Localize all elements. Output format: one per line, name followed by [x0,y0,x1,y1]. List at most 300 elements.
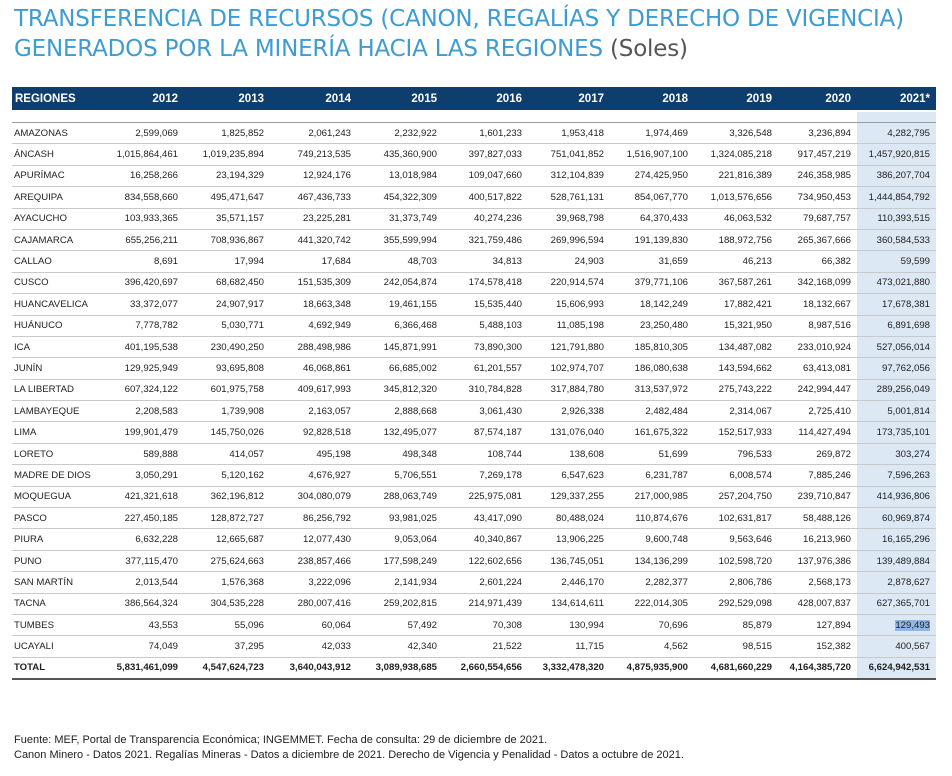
value-cell: 3,222,096 [270,572,357,593]
regions-transfer-table [12,87,936,680]
region-name-cell: LORETO [12,443,104,464]
value-cell: 601,975,758 [184,379,270,400]
source-note: Fuente: MEF, Portal de Transparencia Económica; INGEMMET. Fecha de consulta: 29 de diciembre de 2021. [14,734,548,746]
title-unit: (Soles) [610,36,688,62]
value-cell: 35,571,157 [184,208,270,229]
region-name-cell: PIURA [12,529,104,550]
value-cell: 102,974,707 [528,358,610,379]
value-cell: 103,933,365 [104,208,184,229]
region-name-cell: JUNÍN [12,358,104,379]
value-cell: 230,490,250 [184,336,270,357]
value-cell: 16,213,960 [778,529,857,550]
value-cell: 2,013,544 [104,572,184,593]
value-cell: 834,558,660 [104,187,184,208]
value-cell: 222,014,305 [610,593,694,614]
value-cell: 355,599,994 [357,229,443,250]
spacer-cell [12,111,104,123]
value-cell: 17,882,421 [694,294,778,315]
table-row [12,294,936,315]
value-cell: 5,001,814 [857,401,936,422]
value-cell: 401,195,538 [104,336,184,357]
value-cell: 23,250,480 [610,315,694,336]
value-cell: 60,064 [270,614,357,635]
value-cell: 17,994 [184,251,270,272]
region-name-cell: CAJAMARCA [12,229,104,250]
value-cell: 42,033 [270,636,357,657]
value-cell: 6,624,942,531 [857,657,936,679]
table-row [12,123,936,144]
value-cell: 63,413,081 [778,358,857,379]
value-cell: 7,596,263 [857,465,936,486]
value-cell: 161,675,322 [610,422,694,443]
table-row [12,272,936,293]
value-cell: 60,969,874 [857,508,936,529]
table-row [12,401,936,422]
column-header-year: 2021* [857,87,936,111]
value-cell: 122,602,656 [443,550,528,571]
table-row [12,422,936,443]
value-cell: 2,314,067 [694,401,778,422]
value-cell: 854,067,770 [610,187,694,208]
value-cell: 409,617,993 [270,379,357,400]
value-cell: 73,890,300 [443,336,528,357]
table-row [12,187,936,208]
value-cell: 33,372,077 [104,294,184,315]
value-cell: 191,139,830 [610,229,694,250]
value-cell: 214,971,439 [443,593,528,614]
table-row [12,358,936,379]
value-cell: 2,660,554,656 [443,657,528,679]
table-row [12,379,936,400]
value-cell: 414,936,806 [857,486,936,507]
column-header-year: 2013 [184,87,270,111]
value-cell: 12,077,430 [270,529,357,550]
value-cell: 6,366,468 [357,315,443,336]
value-cell: 64,370,433 [610,208,694,229]
value-cell: 23,225,281 [270,208,357,229]
value-cell: 152,517,933 [694,422,778,443]
value-cell: 1,516,907,100 [610,144,694,165]
value-cell: 136,745,051 [528,550,610,571]
value-cell: 2,163,057 [270,401,357,422]
spacer-cell [184,111,270,123]
value-cell: 289,256,049 [857,379,936,400]
value-cell: 3,089,938,685 [357,657,443,679]
value-cell: 16,258,266 [104,165,184,186]
region-name-cell: SAN MARTÍN [12,572,104,593]
value-cell: 4,875,935,900 [610,657,694,679]
column-header-year: 2017 [528,87,610,111]
value-cell: 304,535,228 [184,593,270,614]
table-row [12,486,936,507]
value-cell: 66,685,002 [357,358,443,379]
value-cell: 11,085,198 [528,315,610,336]
column-header-regiones: REGIONES [12,87,104,111]
value-cell: 6,632,228 [104,529,184,550]
region-name-cell: LAMBAYEQUE [12,401,104,422]
value-cell: 51,699 [610,443,694,464]
value-cell: 3,236,894 [778,123,857,144]
value-cell: 43,553 [104,614,184,635]
region-name-cell: UCAYALI [12,636,104,657]
table-row [12,593,936,614]
value-cell: 145,750,026 [184,422,270,443]
value-cell: 4,692,949 [270,315,357,336]
value-cell: 345,812,320 [357,379,443,400]
value-cell: 527,056,014 [857,336,936,357]
table-row [12,144,936,165]
value-cell: 127,894 [778,614,857,635]
value-cell: 265,367,666 [778,229,857,250]
value-cell: 1,444,854,792 [857,187,936,208]
title-line-1: TRANSFERENCIA DE RECURSOS (CANON, REGALÍAS Y DERECHO DE VIGENCIA) [14,6,904,32]
value-cell: 275,624,663 [184,550,270,571]
value-cell [857,614,936,635]
data-note: Canon Minero - Datos 2021. Regalías Mineras - Datos a diciembre de 2021. Derecho de Vigencia y Penalidad - Datos a octubre de 2021. [14,748,684,761]
value-cell: 74,049 [104,636,184,657]
value-cell: 43,417,090 [443,508,528,529]
value-cell: 749,213,535 [270,144,357,165]
value-cell: 796,533 [694,443,778,464]
value-cell: 269,996,594 [528,229,610,250]
value-cell: 6,231,787 [610,465,694,486]
value-cell: 108,744 [443,443,528,464]
value-cell: 110,874,676 [610,508,694,529]
value-cell: 139,489,884 [857,550,936,571]
value-cell: 9,053,064 [357,529,443,550]
value-cell: 467,436,733 [270,187,357,208]
value-cell: 70,696 [610,614,694,635]
value-cell: 6,008,574 [694,465,778,486]
value-cell: 313,537,972 [610,379,694,400]
value-cell: 134,136,299 [610,550,694,571]
value-cell: 121,791,880 [528,336,610,357]
value-cell: 46,068,861 [270,358,357,379]
value-cell: 40,340,867 [443,529,528,550]
value-cell: 79,687,757 [778,208,857,229]
selected-text: 129,493 [895,619,930,631]
footnotes [14,733,684,762]
table-row [12,336,936,357]
value-cell: 217,000,985 [610,486,694,507]
table-row [12,572,936,593]
value-cell: 128,872,727 [184,508,270,529]
value-cell: 473,021,880 [857,272,936,293]
value-cell: 93,981,025 [357,508,443,529]
value-cell: 31,659 [610,251,694,272]
value-cell: 367,587,261 [694,272,778,293]
value-cell: 734,950,453 [778,187,857,208]
value-cell: 233,010,924 [778,336,857,357]
value-cell: 17,684 [270,251,357,272]
value-cell: 1,739,908 [184,401,270,422]
region-name-cell: AYACUCHO [12,208,104,229]
value-cell: 7,778,782 [104,315,184,336]
spacer-cell [104,111,184,123]
value-cell: 3,332,478,320 [528,657,610,679]
value-cell: 708,936,867 [184,229,270,250]
region-name-cell: LIMA [12,422,104,443]
table-row [12,614,936,635]
value-cell: 2,888,668 [357,401,443,422]
value-cell: 68,682,450 [184,272,270,293]
value-cell: 85,879 [694,614,778,635]
value-cell: 58,488,126 [778,508,857,529]
value-cell: 1,576,368 [184,572,270,593]
value-cell: 257,204,750 [694,486,778,507]
spacer-cell [357,111,443,123]
value-cell: 288,498,986 [270,336,357,357]
value-cell: 2,446,170 [528,572,610,593]
value-cell: 435,360,900 [357,144,443,165]
value-cell: 18,663,348 [270,294,357,315]
value-cell: 751,041,852 [528,144,610,165]
value-cell: 1,324,085,218 [694,144,778,165]
value-cell: 655,256,211 [104,229,184,250]
value-cell: 37,295 [184,636,270,657]
value-cell: 321,759,486 [443,229,528,250]
value-cell: 317,884,780 [528,379,610,400]
value-cell: 607,324,122 [104,379,184,400]
value-cell: 2,568,173 [778,572,857,593]
value-cell: 627,365,701 [857,593,936,614]
spacer-cell [857,111,936,123]
column-header-year: 2018 [610,87,694,111]
value-cell: 134,614,611 [528,593,610,614]
value-cell: 2,282,377 [610,572,694,593]
value-cell: 2,482,484 [610,401,694,422]
value-cell: 342,168,099 [778,272,857,293]
value-cell: 15,321,950 [694,315,778,336]
region-name-cell: PASCO [12,508,104,529]
value-cell: 18,142,249 [610,294,694,315]
value-cell: 386,564,324 [104,593,184,614]
value-cell: 498,348 [357,443,443,464]
value-cell: 2,141,934 [357,572,443,593]
value-cell: 4,676,927 [270,465,357,486]
value-cell: 151,535,309 [270,272,357,293]
value-cell: 2,599,069 [104,123,184,144]
value-cell: 134,487,082 [694,336,778,357]
value-cell: 55,096 [184,614,270,635]
value-cell: 275,743,222 [694,379,778,400]
value-cell: 428,007,837 [778,593,857,614]
value-cell: 1,019,235,894 [184,144,270,165]
column-header-year: 2019 [694,87,778,111]
column-header-year: 2012 [104,87,184,111]
value-cell: 34,813 [443,251,528,272]
value-cell: 137,976,386 [778,550,857,571]
table-row [12,443,936,464]
value-cell: 7,885,246 [778,465,857,486]
region-name-cell: CUSCO [12,272,104,293]
header-spacer-row [12,111,936,123]
spacer-cell [610,111,694,123]
value-cell: 2,061,243 [270,123,357,144]
spacer-cell [528,111,610,123]
column-header-year: 2014 [270,87,357,111]
value-cell: 16,165,296 [857,529,936,550]
value-cell: 2,232,922 [357,123,443,144]
value-cell: 377,115,470 [104,550,184,571]
value-cell: 454,322,309 [357,187,443,208]
value-cell: 4,562 [610,636,694,657]
value-cell: 129,337,255 [528,486,610,507]
value-cell: 61,201,557 [443,358,528,379]
region-name-cell: HUÁNUCO [12,315,104,336]
table-row [12,550,936,571]
value-cell: 1,013,576,656 [694,187,778,208]
value-cell: 46,213 [694,251,778,272]
value-cell: 2,601,224 [443,572,528,593]
value-cell: 173,735,101 [857,422,936,443]
value-cell: 239,710,847 [778,486,857,507]
value-cell: 421,321,618 [104,486,184,507]
table-row [12,529,936,550]
value-cell: 3,326,548 [694,123,778,144]
region-name-cell: PUNO [12,550,104,571]
value-cell: 109,047,660 [443,165,528,186]
value-cell: 86,256,792 [270,508,357,529]
table-header-row [12,87,936,111]
value-cell: 110,393,515 [857,208,936,229]
value-cell: 242,054,874 [357,272,443,293]
value-cell: 386,207,704 [857,165,936,186]
value-cell: 441,320,742 [270,229,357,250]
value-cell: 42,340 [357,636,443,657]
value-cell: 259,202,815 [357,593,443,614]
value-cell: 4,547,624,723 [184,657,270,679]
value-cell: 185,810,305 [610,336,694,357]
value-cell: 87,574,187 [443,422,528,443]
value-cell: 129,925,949 [104,358,184,379]
value-cell: 98,515 [694,636,778,657]
value-cell: 2,878,627 [857,572,936,593]
region-name-cell: ÁNCASH [12,144,104,165]
value-cell: 48,703 [357,251,443,272]
spacer-cell [694,111,778,123]
value-cell: 310,784,828 [443,379,528,400]
value-cell: 186,080,638 [610,358,694,379]
value-cell: 397,827,033 [443,144,528,165]
value-cell: 13,906,225 [528,529,610,550]
value-cell: 199,901,479 [104,422,184,443]
table-row [12,315,936,336]
value-cell: 220,914,574 [528,272,610,293]
value-cell: 8,691 [104,251,184,272]
region-name-cell: TACNA [12,593,104,614]
table-row [12,229,936,250]
value-cell: 1,601,233 [443,123,528,144]
value-cell: 1,974,469 [610,123,694,144]
value-cell: 12,665,687 [184,529,270,550]
region-name-cell: CALLAO [12,251,104,272]
total-row [12,657,936,679]
value-cell: 40,274,236 [443,208,528,229]
value-cell: 495,471,647 [184,187,270,208]
value-cell: 102,631,817 [694,508,778,529]
value-cell: 917,457,219 [778,144,857,165]
value-cell: 17,678,381 [857,294,936,315]
value-cell: 227,450,185 [104,508,184,529]
value-cell: 280,007,416 [270,593,357,614]
value-cell: 4,164,385,720 [778,657,857,679]
region-name-cell: LA LIBERTAD [12,379,104,400]
region-name-cell: HUANCAVELICA [12,294,104,315]
value-cell: 3,061,430 [443,401,528,422]
value-cell: 5,488,103 [443,315,528,336]
region-name-cell: MADRE DE DIOS [12,465,104,486]
value-cell: 97,762,056 [857,358,936,379]
region-name-cell: TUMBES [12,614,104,635]
value-cell: 9,563,646 [694,529,778,550]
value-cell: 145,871,991 [357,336,443,357]
value-cell: 70,308 [443,614,528,635]
value-cell: 400,517,822 [443,187,528,208]
value-cell: 152,382 [778,636,857,657]
value-cell: 3,050,291 [104,465,184,486]
value-cell: 132,495,077 [357,422,443,443]
value-cell: 9,600,748 [610,529,694,550]
value-cell: 11,715 [528,636,610,657]
value-cell: 138,608 [528,443,610,464]
value-cell: 303,274 [857,443,936,464]
value-cell: 288,063,749 [357,486,443,507]
column-header-year: 2015 [357,87,443,111]
table-row [12,465,936,486]
spacer-cell [778,111,857,123]
value-cell: 379,771,106 [610,272,694,293]
table-row [12,208,936,229]
value-cell: 15,535,440 [443,294,528,315]
value-cell: 80,488,024 [528,508,610,529]
table-row [12,251,936,272]
value-cell: 246,358,985 [778,165,857,186]
value-cell: 57,492 [357,614,443,635]
value-cell: 4,282,795 [857,123,936,144]
value-cell: 66,382 [778,251,857,272]
value-cell: 7,269,178 [443,465,528,486]
spacer-cell [443,111,528,123]
value-cell: 4,681,660,229 [694,657,778,679]
value-cell: 360,584,533 [857,229,936,250]
value-cell: 24,907,917 [184,294,270,315]
value-cell: 6,891,698 [857,315,936,336]
value-cell: 221,816,389 [694,165,778,186]
value-cell: 2,806,786 [694,572,778,593]
region-name-cell: ICA [12,336,104,357]
value-cell: 188,972,756 [694,229,778,250]
value-cell: 102,598,720 [694,550,778,571]
value-cell: 304,080,079 [270,486,357,507]
value-cell: 225,975,081 [443,486,528,507]
value-cell: 13,018,984 [357,165,443,186]
region-name-cell: AREQUIPA [12,187,104,208]
value-cell: 24,903 [528,251,610,272]
value-cell: 362,196,812 [184,486,270,507]
region-name-cell: AMAZONAS [12,123,104,144]
value-cell: 414,057 [184,443,270,464]
value-cell: 114,427,494 [778,422,857,443]
title-line-2: GENERADOS POR LA MINERÍA HACIA LAS REGIONES [14,36,603,62]
value-cell: 177,598,249 [357,550,443,571]
value-cell: 5,030,771 [184,315,270,336]
value-cell: 8,987,516 [778,315,857,336]
value-cell: 2,208,583 [104,401,184,422]
value-cell: 59,599 [857,251,936,272]
value-cell: 5,706,551 [357,465,443,486]
value-cell: 242,994,447 [778,379,857,400]
